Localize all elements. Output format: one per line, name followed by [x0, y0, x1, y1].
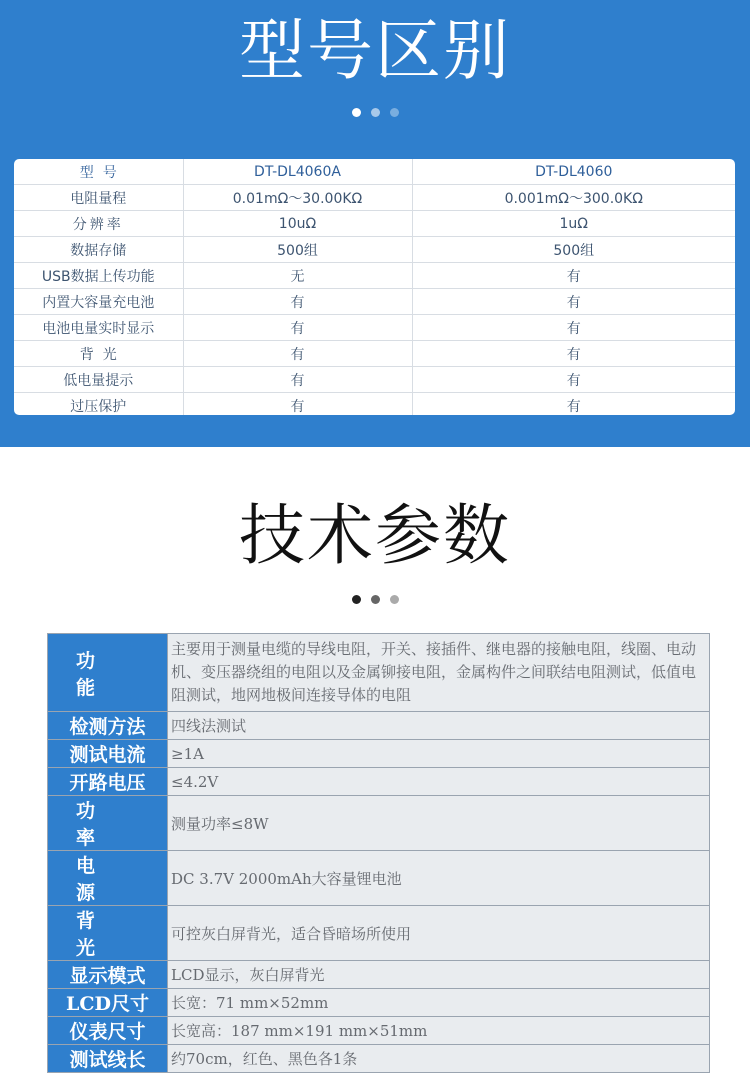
- table-row: [48, 851, 710, 906]
- spec-value: ≥1A: [168, 740, 710, 768]
- comparison-table: [14, 159, 735, 415]
- carousel-dots: [0, 102, 750, 121]
- table-row: [14, 237, 735, 263]
- header-cell: DT-DL4060A: [183, 159, 412, 185]
- cell: 有: [412, 341, 735, 367]
- cell: 有: [412, 263, 735, 289]
- table-row: [14, 185, 735, 211]
- table-row: [48, 634, 710, 712]
- spec-key: 仪表尺寸: [48, 1017, 168, 1045]
- cell: 有: [412, 367, 735, 393]
- spec-value: 长宽：71 mm×52mm: [168, 989, 710, 1017]
- spec-key: 测试电流: [48, 740, 168, 768]
- spec-table: [47, 633, 710, 1073]
- spec-key: 显示模式: [48, 961, 168, 989]
- cell: 0.01mΩ～30.00KΩ: [183, 185, 412, 211]
- table-row: [14, 315, 735, 341]
- dot-2: [371, 108, 380, 117]
- table-row: [48, 906, 710, 961]
- spec-key: 开路电压: [48, 768, 168, 796]
- dot-1: [352, 595, 361, 604]
- cell: 500组: [412, 237, 735, 263]
- spec-key: 检测方法: [48, 712, 168, 740]
- spec-value: 长宽高：187 mm×191 mm×51mm: [168, 1017, 710, 1045]
- spec-key: 背光: [48, 906, 168, 961]
- cell: 500组: [183, 237, 412, 263]
- table-row: [48, 712, 710, 740]
- spec-key: 电源: [48, 851, 168, 906]
- table-row: [48, 1045, 710, 1073]
- row-label: 背 光: [14, 341, 183, 367]
- row-label: 分辨率: [14, 211, 183, 237]
- table-row: [14, 289, 735, 315]
- dot-3: [390, 108, 399, 117]
- spec-key: 功率: [48, 796, 168, 851]
- spec-value: DC 3.7V 2000mAh大容量锂电池: [168, 851, 710, 906]
- cell: 0.001mΩ～300.0KΩ: [412, 185, 735, 211]
- dot-3: [390, 595, 399, 604]
- table-row: [14, 367, 735, 393]
- cell: 有: [412, 393, 735, 416]
- cell: 1uΩ: [412, 211, 735, 237]
- cell: 有: [412, 315, 735, 341]
- cell: 有: [183, 289, 412, 315]
- row-label: 电阻量程: [14, 185, 183, 211]
- table-row: [48, 796, 710, 851]
- spec-key: LCD尺寸: [48, 989, 168, 1017]
- table-row: [48, 768, 710, 796]
- spec-value: 四线法测试: [168, 712, 710, 740]
- cell: 有: [183, 315, 412, 341]
- cell: 有: [183, 393, 412, 416]
- spec-table-wrapper: [47, 633, 710, 1073]
- section-title-model-difference: 型号区别: [239, 12, 511, 89]
- table-row: [48, 989, 710, 1017]
- table-row: [14, 211, 735, 237]
- table-row: [14, 393, 735, 416]
- row-label: 过压保护: [14, 393, 183, 416]
- model-comparison-section: [0, 0, 750, 447]
- section-title-tech-params: 技术参数: [239, 497, 511, 574]
- cell: 有: [183, 367, 412, 393]
- cell: 有: [183, 341, 412, 367]
- spec-value: 约70cm，红色、黑色各1条: [168, 1045, 710, 1073]
- spec-value: LCD显示，灰白屏背光: [168, 961, 710, 989]
- carousel-dots: [0, 589, 750, 608]
- spec-key: 测试线长: [48, 1045, 168, 1073]
- spec-key: 功能: [48, 634, 168, 712]
- header-cell: DT-DL4060: [412, 159, 735, 185]
- header-cell: 型 号: [14, 159, 183, 185]
- row-label: USB数据上传功能: [14, 263, 183, 289]
- row-label: 低电量提示: [14, 367, 183, 393]
- table-row: [14, 341, 735, 367]
- spec-value: ≤4.2V: [168, 768, 710, 796]
- cell: 10uΩ: [183, 211, 412, 237]
- table-row: [48, 961, 710, 989]
- row-label: 电池电量实时显示: [14, 315, 183, 341]
- cell: 有: [412, 289, 735, 315]
- table-row: [48, 740, 710, 768]
- table-row: [48, 1017, 710, 1045]
- dot-2: [371, 595, 380, 604]
- cell: 无: [183, 263, 412, 289]
- spec-value: 测量功率≤8W: [168, 796, 710, 851]
- spec-value: 可控灰白屏背光，适合昏暗场所使用: [168, 906, 710, 961]
- dot-1: [352, 108, 361, 117]
- row-label: 内置大容量充电池: [14, 289, 183, 315]
- comparison-table-card: [14, 159, 735, 415]
- table-row: [14, 263, 735, 289]
- table-header-row: [14, 159, 735, 185]
- spec-value: 主要用于测量电缆的导线电阻，开关、接插件、继电器的接触电阻，线圈、电动机、变压器绕组的电阻以及金属铆接电阻，金属构件之间联结电阻测试，低值电阻测试，地网地极间连接导体的电阻: [168, 634, 710, 712]
- row-label: 数据存储: [14, 237, 183, 263]
